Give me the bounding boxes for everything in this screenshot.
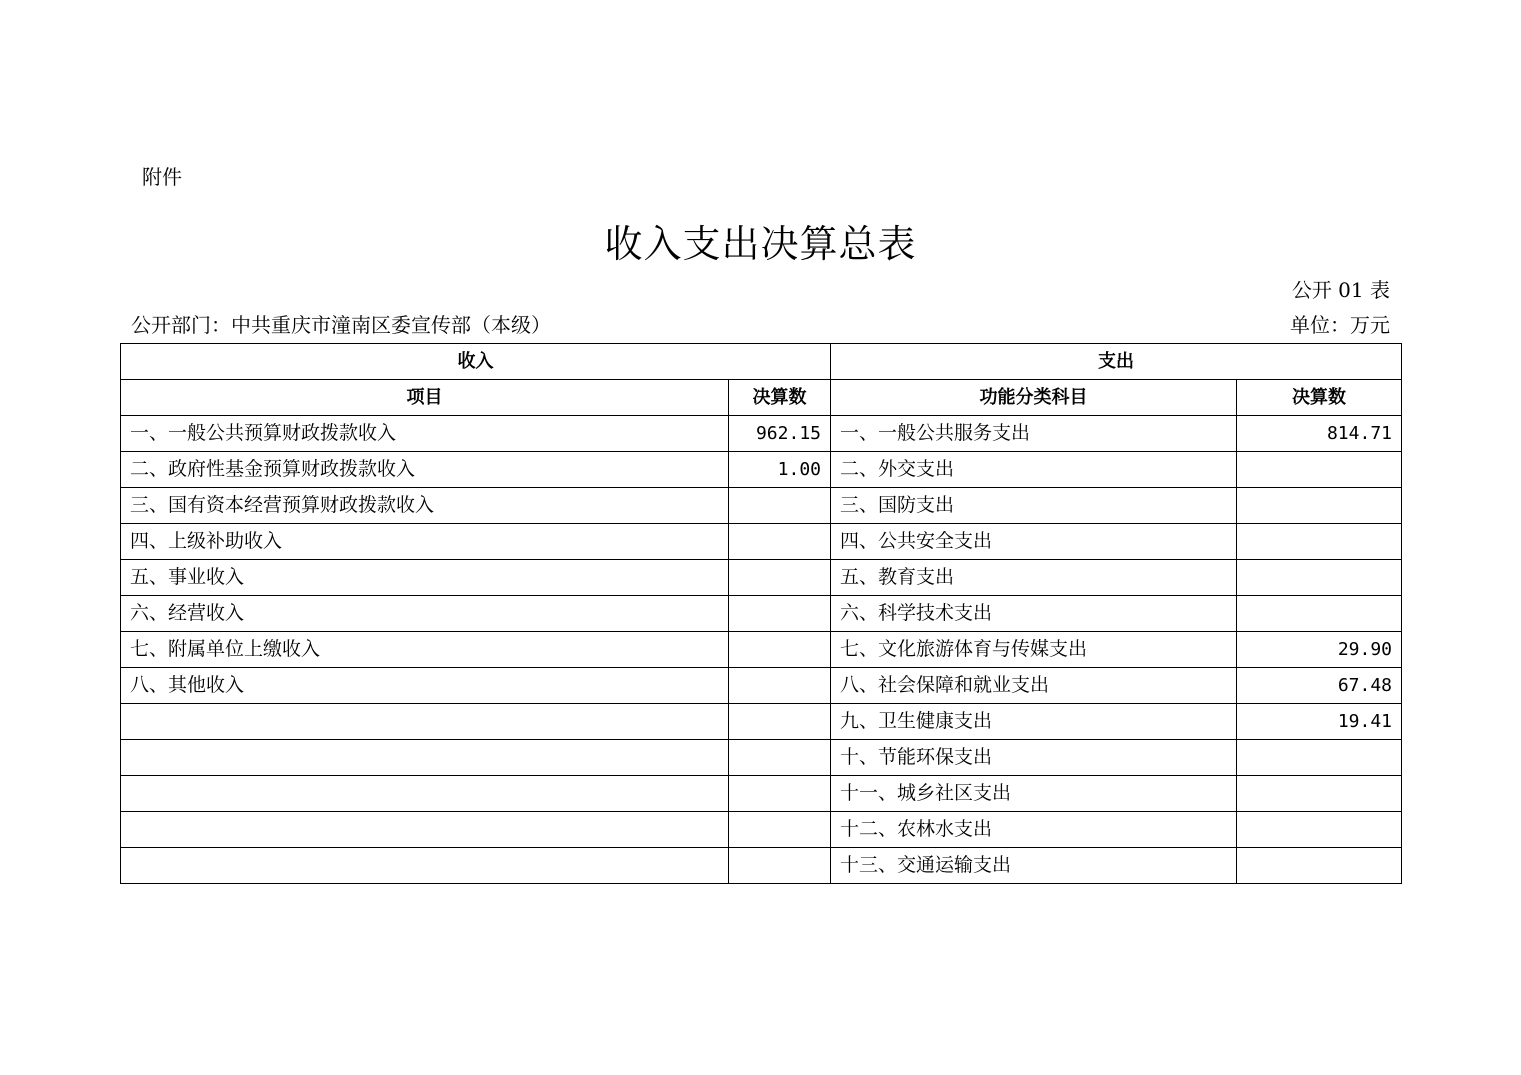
income-amount-cell: 962.15 (729, 416, 831, 452)
table-row (121, 488, 1402, 524)
income-amount-cell (729, 632, 831, 668)
income-item-cell: 三、国有资本经营预算财政拨款收入 (121, 488, 729, 524)
income-amount-cell (729, 704, 831, 740)
attachment-label: 附件 (142, 165, 182, 189)
expense-amount-cell (1237, 812, 1402, 848)
expense-item-cell: 十一、城乡社区支出 (831, 776, 1237, 812)
income-item-cell (121, 704, 729, 740)
table-row (121, 668, 1402, 704)
income-amount-cell (729, 488, 831, 524)
income-amount-cell (729, 740, 831, 776)
table-row (121, 848, 1402, 884)
income-section-header: 收入 (121, 344, 831, 380)
income-item-cell (121, 740, 729, 776)
table-row (121, 704, 1402, 740)
form-number: 公开 01 表 (1291, 278, 1390, 302)
income-item-cell: 七、附属单位上缴收入 (121, 632, 729, 668)
income-item-cell: 八、其他收入 (121, 668, 729, 704)
income-amount-cell (729, 776, 831, 812)
table-row (121, 740, 1402, 776)
income-amount-cell (729, 812, 831, 848)
expense-amount-cell (1237, 848, 1402, 884)
expense-item-cell: 四、公共安全支出 (831, 524, 1237, 560)
income-item-cell: 五、事业收入 (121, 560, 729, 596)
table-row (121, 776, 1402, 812)
expense-item-cell: 十三、交通运输支出 (831, 848, 1237, 884)
table-row (121, 452, 1402, 488)
unit-label: 单位：万元 (1290, 313, 1390, 337)
income-item-cell: 四、上级补助收入 (121, 524, 729, 560)
expense-amount-cell (1237, 776, 1402, 812)
income-amount-cell (729, 524, 831, 560)
table-row (121, 812, 1402, 848)
expense-item-cell: 三、国防支出 (831, 488, 1237, 524)
expense-amount-cell (1237, 596, 1402, 632)
expense-amount-cell (1237, 524, 1402, 560)
income-expense-table (120, 343, 1402, 884)
expense-item-cell: 六、科学技术支出 (831, 596, 1237, 632)
income-amount-cell: 1.00 (729, 452, 831, 488)
department-label: 公开部门：中共重庆市潼南区委宣传部（本级） (131, 313, 551, 337)
table-row (121, 560, 1402, 596)
income-item-cell (121, 848, 729, 884)
expense-item-cell: 九、卫生健康支出 (831, 704, 1237, 740)
section-header-row (121, 344, 1402, 380)
income-amount-cell (729, 560, 831, 596)
income-amount-cell (729, 848, 831, 884)
income-item-cell: 六、经营收入 (121, 596, 729, 632)
expense-item-cell: 二、外交支出 (831, 452, 1237, 488)
expense-amount-cell (1237, 560, 1402, 596)
expense-amount-cell: 814.71 (1237, 416, 1402, 452)
column-header-row (121, 380, 1402, 416)
expense-item-header: 功能分类科目 (831, 380, 1237, 416)
table-body (121, 416, 1402, 884)
income-item-cell: 一、一般公共预算财政拨款收入 (121, 416, 729, 452)
expense-amount-cell: 19.41 (1237, 704, 1402, 740)
expense-section-header: 支出 (831, 344, 1402, 380)
expense-amount-cell: 29.90 (1237, 632, 1402, 668)
income-amount-cell (729, 596, 831, 632)
expense-amount-cell (1237, 488, 1402, 524)
expense-amount-header: 决算数 (1237, 380, 1402, 416)
income-item-header: 项目 (121, 380, 729, 416)
expense-item-cell: 八、社会保障和就业支出 (831, 668, 1237, 704)
expense-amount-cell: 67.48 (1237, 668, 1402, 704)
income-item-cell (121, 776, 729, 812)
table-row (121, 596, 1402, 632)
income-amount-cell (729, 668, 831, 704)
expense-item-cell: 五、教育支出 (831, 560, 1237, 596)
income-item-cell (121, 812, 729, 848)
income-item-cell: 二、政府性基金预算财政拨款收入 (121, 452, 729, 488)
expense-amount-cell (1237, 452, 1402, 488)
expense-item-cell: 七、文化旅游体育与传媒支出 (831, 632, 1237, 668)
expense-amount-cell (1237, 740, 1402, 776)
table-row (121, 524, 1402, 560)
page-title: 收入支出决算总表 (604, 222, 917, 266)
expense-item-cell: 一、一般公共服务支出 (831, 416, 1237, 452)
expense-item-cell: 十二、农林水支出 (831, 812, 1237, 848)
table-row (121, 632, 1402, 668)
table-row (121, 416, 1402, 452)
income-amount-header: 决算数 (729, 380, 831, 416)
expense-item-cell: 十、节能环保支出 (831, 740, 1237, 776)
